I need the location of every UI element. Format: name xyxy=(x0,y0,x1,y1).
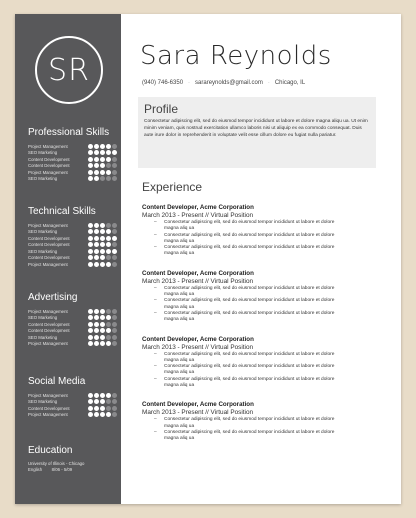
rating-dot xyxy=(106,412,111,417)
rating-dot xyxy=(112,144,117,149)
rating-dot xyxy=(100,262,105,267)
bullet-text: Consectetur adipiscing elit, sed do eiusmod tempor incididunt ut labore et dolore magna aliq ua xyxy=(164,376,335,389)
skill-rating xyxy=(88,176,117,181)
skill-list xyxy=(28,222,118,268)
skill-row xyxy=(28,399,118,406)
rating-dot xyxy=(88,236,93,241)
skill-row xyxy=(28,156,118,163)
rating-dot xyxy=(106,157,111,162)
rating-dot xyxy=(94,412,99,417)
rating-dot xyxy=(106,150,111,155)
rating-dot xyxy=(94,335,99,340)
job-bullets xyxy=(154,286,377,324)
job-bullet xyxy=(154,417,377,430)
rating-dot xyxy=(88,322,93,327)
rating-dot xyxy=(94,322,99,327)
skill-name: SEO Marketing xyxy=(28,248,58,254)
rating-dot xyxy=(100,242,105,247)
rating-dot xyxy=(88,412,93,417)
rating-dot xyxy=(112,157,117,162)
skill-rating xyxy=(88,242,117,247)
rating-dot xyxy=(112,223,117,228)
rating-dot xyxy=(106,262,111,267)
skill-rating xyxy=(88,406,117,411)
profile-heading: Profile xyxy=(144,102,179,116)
skill-name: Project Management xyxy=(28,308,68,314)
rating-dot xyxy=(88,406,93,411)
rating-dot xyxy=(88,328,93,333)
skill-rating xyxy=(88,412,117,417)
sidebar xyxy=(15,14,121,504)
rating-dot xyxy=(100,163,105,168)
skill-rating xyxy=(88,328,117,333)
rating-dot xyxy=(88,157,93,162)
bullet-text: Consectetur adipiscing elit, sed do eiusmod tempor incididunt ut labore et dolore magna aliq ua xyxy=(164,429,335,442)
skill-rating xyxy=(88,229,117,234)
section-title: Professional Skills xyxy=(28,127,110,138)
skill-rating xyxy=(88,236,117,241)
resume-page xyxy=(15,14,401,504)
rating-dot xyxy=(88,249,93,254)
job-bullet xyxy=(154,311,377,324)
section-title: Technical Skills xyxy=(28,206,96,217)
rating-dot xyxy=(88,223,93,228)
bullet-text: Consectetur adipiscing elit, sed do eiusmod tempor incididunt ut labore et dolore magna aliq ua xyxy=(164,245,335,257)
rating-dot xyxy=(88,229,93,234)
rating-dot xyxy=(94,229,99,234)
phone-number: (940) 746-6350 xyxy=(142,80,184,86)
rating-dot xyxy=(88,309,93,314)
rating-dot xyxy=(106,335,111,340)
rating-dot xyxy=(94,163,99,168)
rating-dot xyxy=(100,315,105,320)
rating-dot xyxy=(100,406,105,411)
rating-dot xyxy=(106,393,111,398)
rating-dot xyxy=(106,242,111,247)
rating-dot xyxy=(100,144,105,149)
job-dates: March 2013 - Present // Virtual Position xyxy=(142,343,254,351)
rating-dot xyxy=(94,249,99,254)
skill-row xyxy=(28,235,118,242)
rating-dot xyxy=(112,412,117,417)
skill-name: SEO Marketing xyxy=(28,150,58,156)
skill-rating xyxy=(88,262,117,267)
email-address: sarareynolds@gmail.com xyxy=(195,80,263,86)
rating-dot xyxy=(112,163,117,168)
rating-dot xyxy=(106,223,111,228)
rating-dot xyxy=(100,236,105,241)
rating-dot xyxy=(106,163,111,168)
skill-rating xyxy=(88,322,117,327)
rating-dot xyxy=(112,150,117,155)
rating-dot xyxy=(106,399,111,404)
rating-dot xyxy=(112,399,117,404)
skill-name: Content Development xyxy=(28,242,70,248)
bullet-text: Consectetur adipiscing elit, sed do eiusmod tempor incididunt ut labore et dolore magna aliq ua xyxy=(164,310,335,323)
skill-row xyxy=(28,315,118,322)
skill-list xyxy=(28,308,118,347)
skill-row xyxy=(28,341,118,348)
rating-dot xyxy=(112,229,117,234)
rating-dot xyxy=(112,393,117,398)
rating-dot xyxy=(100,335,105,340)
skill-row xyxy=(28,321,118,328)
job-bullets xyxy=(154,417,377,442)
job-bullets xyxy=(154,220,377,258)
skill-row xyxy=(28,328,118,335)
rating-dot xyxy=(112,341,117,346)
rating-dot xyxy=(106,341,111,346)
bullet-text: Consectetur adipiscing elit, sed do eiusmod tempor incididunt ut labore et dolore magna aliq ua xyxy=(164,417,335,429)
rating-dot xyxy=(88,262,93,267)
bullet-text: Consectetur adipiscing elit, sed do eiusmod tempor incididunt ut labore et dolore magna aliq ua xyxy=(164,351,335,363)
rating-dot xyxy=(94,309,99,314)
sidebar-section-advertising xyxy=(28,292,118,347)
skill-name: Content Development xyxy=(28,156,70,162)
job-entry xyxy=(142,204,377,258)
skill-name: Project Management xyxy=(28,143,68,149)
rating-dot xyxy=(94,176,99,181)
profile-section xyxy=(138,97,376,168)
sidebar-section-technical-skills xyxy=(28,206,118,268)
rating-dot xyxy=(100,341,105,346)
skill-rating xyxy=(88,223,117,228)
rating-dot xyxy=(100,170,105,175)
rating-dot xyxy=(94,223,99,228)
rating-dot xyxy=(94,236,99,241)
skill-rating xyxy=(88,255,117,260)
skill-row xyxy=(28,222,118,229)
rating-dot xyxy=(106,236,111,241)
skill-row xyxy=(28,308,118,315)
skill-rating xyxy=(88,157,117,162)
rating-dot xyxy=(100,399,105,404)
bullet-text: Consectetur adipiscing elit, sed do eiusmod tempor incididunt ut labore et dolore magna aliq ua xyxy=(164,364,335,376)
rating-dot xyxy=(112,262,117,267)
skill-name: SEO Marketing xyxy=(28,176,58,182)
skill-rating xyxy=(88,249,117,254)
rating-dot xyxy=(88,170,93,175)
rating-dot xyxy=(88,163,93,168)
job-bullet xyxy=(154,233,377,246)
skill-list xyxy=(28,143,118,182)
section-title: Education xyxy=(28,445,73,456)
experience-heading: Experience xyxy=(142,180,203,194)
skill-rating xyxy=(88,315,117,320)
bullet-mark: – xyxy=(154,298,157,304)
rating-dot xyxy=(94,170,99,175)
rating-dot xyxy=(100,150,105,155)
skill-row xyxy=(28,412,118,419)
job-bullet xyxy=(154,245,377,258)
skill-name: Project Management xyxy=(28,169,68,175)
rating-dot xyxy=(94,341,99,346)
skill-name: Project Management xyxy=(28,412,68,418)
skill-row xyxy=(28,242,118,249)
sidebar-section-social-media xyxy=(28,376,118,418)
rating-dot xyxy=(100,176,105,181)
sidebar-section-professional-skills xyxy=(28,127,118,182)
bullet-mark: – xyxy=(154,351,157,357)
skill-name: Project Management xyxy=(28,222,68,228)
job-bullets xyxy=(154,352,377,390)
bullet-mark: – xyxy=(154,285,157,291)
skill-row xyxy=(28,143,118,150)
bullet-mark: – xyxy=(154,364,157,370)
separator: · xyxy=(267,80,270,86)
job-dates: March 2013 - Present // Virtual Position xyxy=(142,277,254,285)
skill-list xyxy=(28,392,118,418)
job-title: Content Developer, Acme Corporation xyxy=(142,269,254,277)
skill-row xyxy=(28,150,118,157)
rating-dot xyxy=(100,157,105,162)
job-bullet xyxy=(154,364,377,377)
section-title: Social Media xyxy=(28,376,86,387)
rating-dot xyxy=(112,255,117,260)
rating-dot xyxy=(100,412,105,417)
rating-dot xyxy=(94,315,99,320)
skill-row xyxy=(28,169,118,176)
bullet-mark: – xyxy=(154,429,157,435)
rating-dot xyxy=(112,236,117,241)
rating-dot xyxy=(112,322,117,327)
rating-dot xyxy=(100,249,105,254)
experience-section xyxy=(142,180,377,443)
skill-name: SEO Marketing xyxy=(28,334,58,340)
job-bullet xyxy=(154,298,377,311)
rating-dot xyxy=(106,328,111,333)
bullet-text: Consectetur adipiscing elit, sed do eiusmod tempor incididunt ut labore et dolore magna aliq ua xyxy=(164,232,335,244)
skill-row xyxy=(28,248,118,255)
section-title: Advertising xyxy=(28,292,78,303)
bullet-text: Consectetur adipiscing elit, sed do eiusmod tempor incididunt ut labore et dolore magna aliq ua xyxy=(164,298,335,310)
rating-dot xyxy=(94,157,99,162)
skill-rating xyxy=(88,150,117,155)
rating-dot xyxy=(100,255,105,260)
job-dates: March 2013 - Present // Virtual Position xyxy=(142,212,254,219)
bullet-mark: – xyxy=(154,417,157,423)
skill-name: Content Development xyxy=(28,255,70,261)
rating-dot xyxy=(112,249,117,254)
rating-dot xyxy=(94,406,99,411)
rating-dot xyxy=(100,229,105,234)
rating-dot xyxy=(100,309,105,314)
skill-row xyxy=(28,176,118,183)
rating-dot xyxy=(94,399,99,404)
bullet-mark: – xyxy=(154,220,157,225)
skill-name: SEO Marketing xyxy=(28,399,58,405)
rating-dot xyxy=(94,242,99,247)
sidebar-section-education xyxy=(28,445,118,473)
rating-dot xyxy=(94,393,99,398)
job-bullet xyxy=(154,286,377,299)
rating-dot xyxy=(88,335,93,340)
skill-rating xyxy=(88,393,117,398)
job-entry xyxy=(142,336,377,390)
rating-dot xyxy=(106,229,111,234)
job-title: Content Developer, Acme Corporation xyxy=(142,204,254,211)
skill-rating xyxy=(88,144,117,149)
contact-line xyxy=(142,80,305,86)
profile-text: Consectetur adipiscing elit, sed do eiusmod tempor incididunt ut labore et dolore magna aliqu ua. Ut enim minim veniam, quis nostrud exercitation ullamco laboris nisi ut aliquip ex ea commodo consequat. Duis aute irure dolor in reprehenderit in voluptate velit esse cillum dolore eu fugiat nulla pariatur. xyxy=(144,119,368,138)
skill-name: Project Management xyxy=(28,392,68,398)
skill-name: Content Development xyxy=(28,235,70,241)
bullet-text: Consectetur adipiscing elit, sed do eiusmod tempor incididunt ut labore et dolore magna aliq ua xyxy=(164,220,335,232)
rating-dot xyxy=(88,315,93,320)
skill-rating xyxy=(88,399,117,404)
rating-dot xyxy=(88,393,93,398)
skill-row xyxy=(28,334,118,341)
rating-dot xyxy=(88,176,93,181)
job-bullet xyxy=(154,430,377,443)
bullet-mark: – xyxy=(154,376,157,382)
candidate-name: Sara Reynolds xyxy=(140,41,332,71)
skill-rating xyxy=(88,309,117,314)
rating-dot xyxy=(94,262,99,267)
rating-dot xyxy=(106,176,111,181)
separator: · xyxy=(188,80,191,86)
skill-name: Content Development xyxy=(28,321,70,327)
skill-rating xyxy=(88,163,117,168)
rating-dot xyxy=(112,242,117,247)
rating-dot xyxy=(100,328,105,333)
rating-dot xyxy=(112,315,117,320)
bullet-mark: – xyxy=(154,232,157,238)
job-list xyxy=(142,204,377,443)
education-line: University of Illinois - Chicago xyxy=(28,461,85,466)
skill-rating xyxy=(88,341,117,346)
skill-name: SEO Marketing xyxy=(28,229,58,235)
rating-dot xyxy=(88,144,93,149)
rating-dot xyxy=(100,393,105,398)
skill-row xyxy=(28,255,118,262)
skill-name: Project Management xyxy=(28,341,68,347)
job-title: Content Developer, Acme Corporation xyxy=(142,401,254,409)
bullet-mark: – xyxy=(154,310,157,316)
skill-row xyxy=(28,392,118,399)
job-entry xyxy=(142,401,377,442)
skill-name: SEO Marketing xyxy=(28,315,58,321)
bullet-mark: – xyxy=(154,245,157,251)
rating-dot xyxy=(112,170,117,175)
job-entry xyxy=(142,270,377,324)
rating-dot xyxy=(106,255,111,260)
main-content xyxy=(121,14,401,504)
rating-dot xyxy=(106,249,111,254)
rating-dot xyxy=(88,255,93,260)
rating-dot xyxy=(112,335,117,340)
skill-name: Project Management xyxy=(28,261,68,267)
rating-dot xyxy=(112,406,117,411)
skill-name: Content Development xyxy=(28,163,70,169)
skill-name: Content Development xyxy=(28,328,70,334)
job-bullet xyxy=(154,220,377,233)
rating-dot xyxy=(88,341,93,346)
rating-dot xyxy=(100,223,105,228)
monogram-logo: SR xyxy=(35,36,103,104)
rating-dot xyxy=(106,144,111,149)
rating-dot xyxy=(112,328,117,333)
job-bullet xyxy=(154,377,377,390)
location: Chicago, IL xyxy=(274,80,306,86)
rating-dot xyxy=(106,315,111,320)
skill-rating xyxy=(88,170,117,175)
job-bullet xyxy=(154,352,377,365)
skill-row xyxy=(28,163,118,170)
rating-dot xyxy=(88,399,93,404)
rating-dot xyxy=(94,255,99,260)
skill-rating xyxy=(88,335,117,340)
rating-dot xyxy=(112,309,117,314)
rating-dot xyxy=(88,242,93,247)
skill-row xyxy=(28,229,118,236)
skill-row xyxy=(28,261,118,268)
rating-dot xyxy=(88,150,93,155)
rating-dot xyxy=(94,150,99,155)
rating-dot xyxy=(112,176,117,181)
job-title: Content Developer, Acme Corporation xyxy=(142,335,254,343)
rating-dot xyxy=(106,322,111,327)
rating-dot xyxy=(100,322,105,327)
rating-dot xyxy=(106,309,111,314)
rating-dot xyxy=(106,406,111,411)
skill-name: Content Development xyxy=(28,405,70,411)
bullet-text: Consectetur adipiscing elit, sed do eiusmod tempor incididunt ut labore et dolore magna aliq ua xyxy=(164,285,335,298)
job-dates: March 2013 - Present // Virtual Position xyxy=(142,409,254,417)
education-line: English 8/06 - 5/09 xyxy=(28,467,73,472)
skill-row xyxy=(28,405,118,412)
rating-dot xyxy=(94,328,99,333)
rating-dot xyxy=(106,170,111,175)
rating-dot xyxy=(94,144,99,149)
